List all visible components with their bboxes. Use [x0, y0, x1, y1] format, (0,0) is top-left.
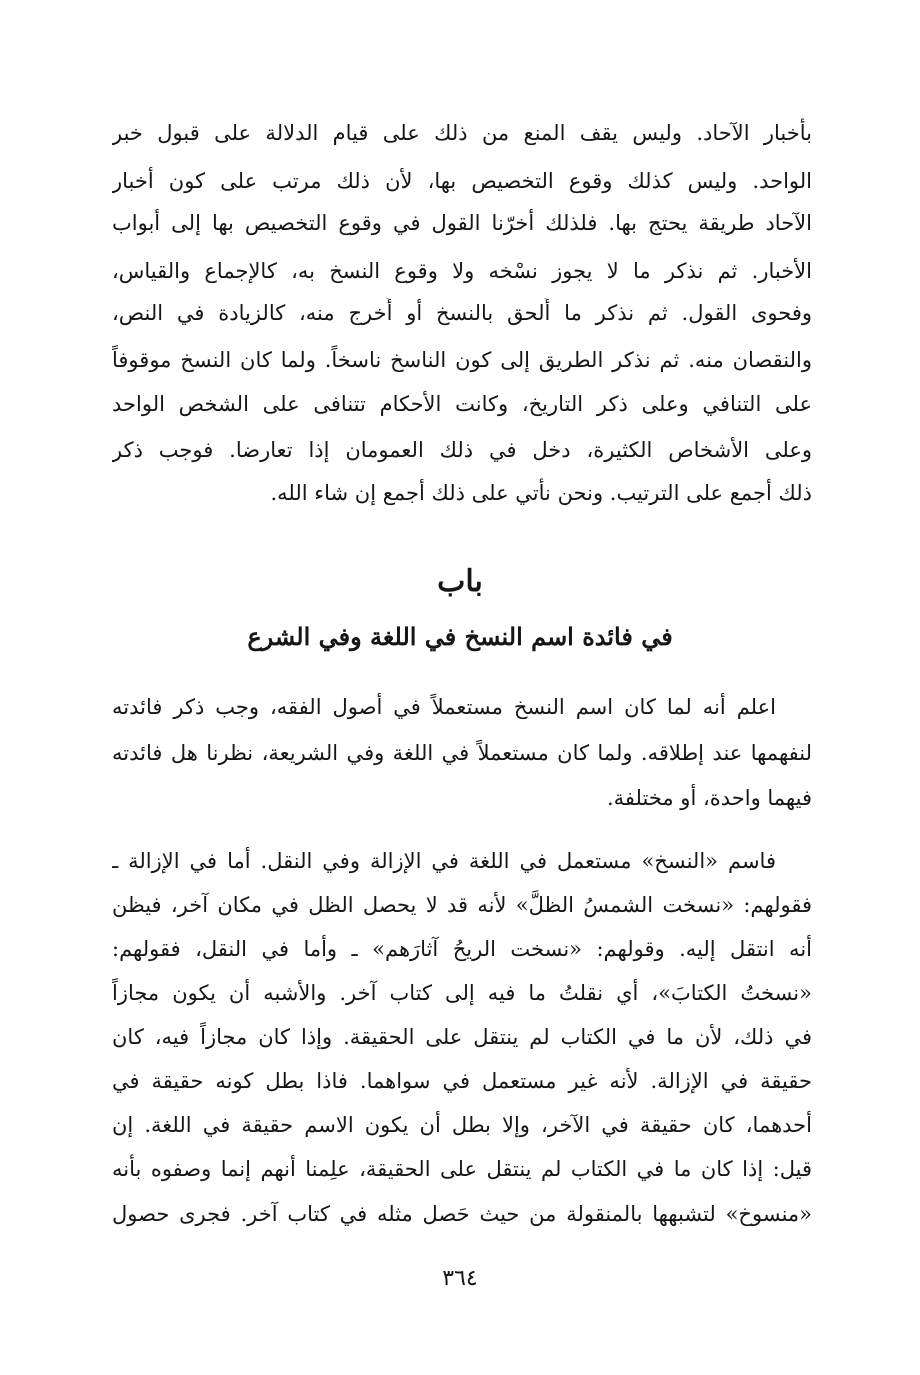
paragraph-2-line: لنفهمها عند إطلاقه. ولما كان مستعملاً في اللغة وفي الشريعة، نظرنا هل فائدته [112, 741, 812, 765]
chapter-heading: باب [437, 564, 483, 599]
paragraph-2-line: اعلم أنه لما كان اسم النسخ مستعملاً في أصول الفقه، وجب ذكر فائدته [112, 695, 776, 719]
paragraph-1-line: والنقصان منه. ثم نذكر الطريق إلى كون الناسخ ناسخاً. ولما كان النسخ موقوفاً [112, 348, 812, 372]
paragraph-3-line: قيل: إذا كان ما في الكتاب لم ينتقل على الحقيقة، علِمنا أنهم إنما وصفوه بأنه [112, 1157, 812, 1181]
paragraph-3-line: حقيقة في الإزالة. لأنه غير مستعمل في سواهما. فاذا بطل كونه حقيقة في [112, 1069, 812, 1093]
paragraph-3-line: فاسم «النسخ» مستعمل في اللغة في الإزالة وفي النقل. أما في الإزالة ـ [112, 849, 776, 873]
paragraph-1-line: وفحوى القول. ثم نذكر ما أُلحق بالنسخ أو أُخرج منه، كالزيادة في النص، [112, 301, 812, 325]
paragraph-3-line: «نسختُ الكتابَ»، أي نقلتُ ما فيه إلى كتاب آخر. والأشبه أن يكون مجازاً [112, 981, 812, 1005]
paragraph-2-line: فيهما واحدة، أو مختلفة. [606, 786, 812, 810]
chapter-subheading: في فائدة اسم النسخ في اللغة وفي الشرع [247, 622, 673, 651]
paragraph-1-line: على التنافي وعلى ذكر التاريخ، وكانت الأحكام تتنافى على الشخص الواحد [112, 392, 812, 416]
paragraph-3-line: في ذلك، لأن ما في الكتاب لم ينتقل على الحقيقة. وإذا كان مجازاً فيه، كان [112, 1025, 812, 1049]
paragraph-1-line: الأخبار. ثم نذكر ما لا يجوز نسْخه ولا وقوع النسخ به، كالإجماع والقياس، [112, 259, 812, 283]
paragraph-1-line: بأخبار الآحاد. وليس يقف المنع من ذلك على قيام الدلالة على قبول خبر [112, 121, 812, 145]
page-number: ٣٦٤ [442, 1266, 478, 1291]
paragraph-1-line: الآحاد طريقة يحتج بها. فلذلك أخرّنا القول في وقوع التخصيص بها إلى أبواب [112, 211, 812, 235]
paragraph-1-line: ذلك أجمع على الترتيب. ونحن نأتي على ذلك أجمع إن شاء الله. [270, 481, 812, 505]
paragraph-3-line: أحدهما، كان حقيقة في الآخر، وإلا بطل أن يكون الاسم حقيقة في اللغة. إن [112, 1113, 812, 1137]
paragraph-3-line: أنه انتقل إليه. وقولهم: «نسخت الريحُ آثارَهم» ـ وأما في النقل، فقولهم: [112, 937, 812, 961]
paragraph-3-line: فقولهم: «نسخت الشمسُ الظلَّ» لأنه قد لا يحصل الظل في مكان آخر، فيظن [112, 893, 812, 917]
paragraph-1-line: وعلى الأشخاص الكثيرة، دخل في ذلك العمومان إذا تعارضا. فوجب ذكر [112, 438, 812, 462]
paragraph-3-line: «منسوخ» لتشبهها بالمنقولة من حيث حَصل مثله في كتاب آخر. فجرى حصول [112, 1202, 812, 1226]
paragraph-1-line: الواحد. وليس كذلك وقوع التخصيص بها، لأن ذلك مرتب على كون أخبار [112, 169, 812, 193]
